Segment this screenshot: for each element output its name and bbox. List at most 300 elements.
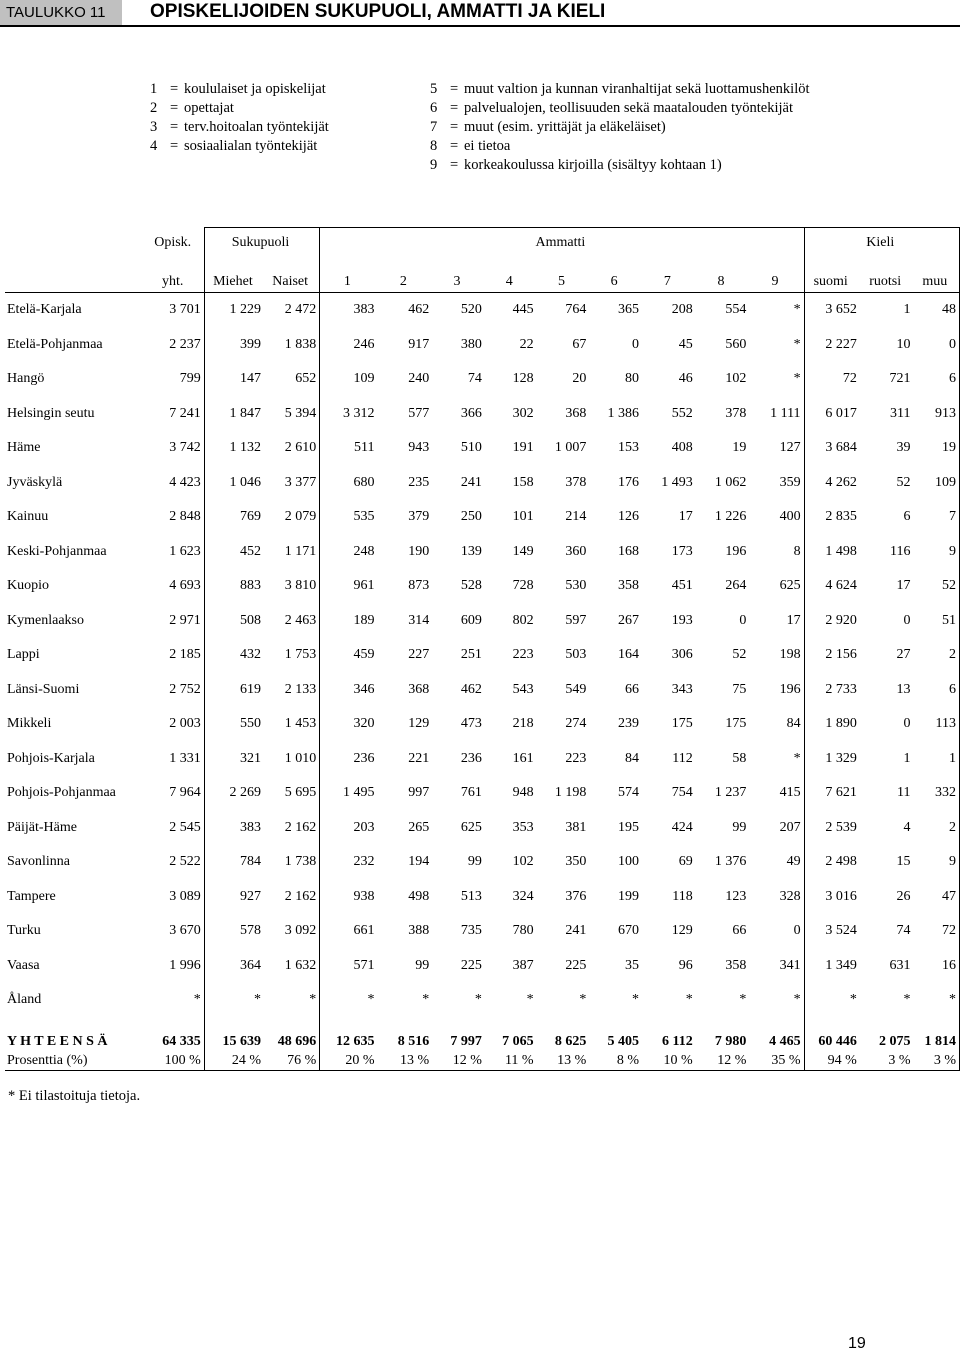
legend-equals: = [170, 119, 179, 135]
table-cell: * [579, 992, 587, 1008]
legend-text: sosiaalialan työntekijät [184, 138, 318, 154]
legend-number: 4 [150, 138, 158, 154]
table-cell: 52 [896, 474, 911, 490]
table-cell: 445 [512, 302, 534, 318]
column-header: 5 [537, 258, 590, 293]
table-cell: 76 % [264, 1052, 320, 1071]
table-cell: 913 [914, 397, 960, 432]
table-cell: * [309, 992, 317, 1008]
table-cell: 164 [618, 647, 640, 663]
table-cell: 0 [793, 923, 801, 939]
table-row [5, 328, 960, 363]
table-cell: 625 [779, 578, 801, 594]
legend-item [430, 137, 810, 156]
legend-item [150, 80, 329, 99]
table-cell: 1 198 [554, 785, 587, 801]
column-header: 3 [432, 258, 485, 293]
table-cell: 225 [565, 957, 587, 973]
legend-number: 7 [430, 119, 438, 135]
table-cell: 239 [618, 716, 640, 732]
table-cell: 248 [320, 535, 378, 570]
table-cell: 5 405 [607, 1033, 640, 1049]
table-cell: 324 [512, 888, 534, 904]
legend-equals: = [170, 81, 179, 97]
table-cell: 498 [408, 888, 430, 904]
table-cell: 176 [618, 474, 640, 490]
table-cell: 17 [678, 509, 693, 525]
table-cell: 67 [572, 336, 587, 352]
table-cell: 2 752 [169, 681, 201, 697]
table-cell: 26 [896, 888, 911, 904]
table-cell: 8 625 [554, 1033, 587, 1049]
column-header: 9 [749, 258, 804, 293]
table-cell: 321 [204, 742, 264, 777]
table-cell: 39 [896, 440, 911, 456]
table-cell: 332 [914, 776, 960, 811]
table-cell: 48 [914, 293, 960, 328]
table-cell: 149 [512, 543, 534, 559]
table-cell: 625 [460, 819, 482, 835]
row-label: Åland [7, 992, 42, 1008]
table-cell: 11 % [485, 1052, 537, 1071]
table-cell: 10 % [642, 1052, 696, 1071]
table-row [5, 880, 960, 915]
table-cell: 652 [295, 371, 317, 387]
table-cell: 60 446 [804, 1018, 860, 1052]
table-cell: * [793, 336, 801, 352]
row-label: Hangö [7, 371, 45, 387]
legend-equals: = [450, 81, 459, 97]
table-cell: 20 [572, 371, 587, 387]
legend-right [430, 80, 810, 175]
table-cell: 126 [618, 509, 640, 525]
table-cell: 728 [512, 578, 534, 594]
table-cell: 6 [914, 673, 960, 708]
table-cell: 127 [779, 440, 801, 456]
column-header: 6 [589, 258, 642, 293]
table-cell: 399 [204, 328, 264, 363]
table-cell: 1 111 [770, 405, 801, 421]
table-cell: 387 [512, 957, 534, 973]
table-cell: 1 493 [661, 474, 693, 490]
table-cell: 631 [889, 957, 911, 973]
table-cell: 520 [460, 302, 482, 318]
table-cell: 1 495 [320, 776, 378, 811]
table-cell: 1 226 [714, 509, 747, 525]
table-cell: 3 742 [169, 440, 201, 456]
table-cell: 11 [897, 785, 911, 801]
table-cell: 383 [204, 811, 264, 846]
table-cell: 2 079 [284, 509, 317, 525]
table-cell: 380 [460, 336, 482, 352]
table-cell: 274 [565, 716, 587, 732]
table-cell: 8 516 [397, 1033, 430, 1049]
table-cell: 84 [786, 716, 801, 732]
table-cell: 510 [460, 440, 482, 456]
table-cell: 102 [512, 854, 534, 870]
table-cell: 173 [671, 543, 693, 559]
table-cell: 1 386 [607, 405, 640, 421]
table-cell: 302 [512, 405, 534, 421]
table-cell: 388 [408, 923, 430, 939]
table-cell: 1 838 [284, 336, 317, 352]
column-header: 7 [642, 258, 696, 293]
table-cell: 118 [672, 888, 693, 904]
table-cell: 462 [460, 681, 482, 697]
table-cell: 378 [565, 474, 587, 490]
table-cell: 1 632 [284, 957, 317, 973]
table-cell: 597 [565, 612, 587, 628]
table-cell: 1 [903, 750, 911, 766]
table-cell: 84 [625, 750, 640, 766]
table-cell: 116 [890, 543, 911, 559]
table-cell: 761 [460, 785, 482, 801]
column-header: muu [914, 258, 960, 293]
legend-equals: = [170, 100, 179, 116]
legend-number: 6 [430, 100, 438, 116]
table-cell: 359 [779, 474, 801, 490]
table-cell: 360 [565, 543, 587, 559]
table-cell: * [804, 983, 860, 1018]
table-cell: 1 753 [284, 647, 317, 663]
table-row [5, 362, 960, 397]
group-header-opisk: Opisk. [154, 234, 192, 250]
table-cell: 927 [204, 880, 264, 915]
table-cell: 236 [320, 742, 378, 777]
table-cell: 129 [408, 716, 430, 732]
legend-text: muut (esim. yrittäjät ja eläkeläiset) [464, 119, 666, 135]
table-cell: * [914, 983, 960, 1018]
table-cell: 2 848 [169, 509, 201, 525]
table-cell: 158 [512, 474, 534, 490]
table-cell: 227 [408, 647, 430, 663]
table-cell: 24 % [204, 1052, 264, 1071]
table-cell: 218 [512, 716, 534, 732]
table-cell: 100 % [145, 1052, 205, 1071]
legend-equals: = [450, 119, 459, 135]
row-label: Turku [7, 923, 41, 939]
table-cell: 368 [565, 405, 587, 421]
table-cell: 7 980 [714, 1033, 747, 1049]
table-cell: 3 377 [284, 474, 317, 490]
table-cell: 1 010 [284, 750, 317, 766]
table-cell: 8 % [589, 1052, 642, 1071]
data-table [5, 227, 960, 1071]
table-cell: 51 [914, 604, 960, 639]
header-divider [0, 25, 960, 27]
table-cell: 101 [512, 509, 534, 525]
table-row [5, 811, 960, 846]
table-cell: * [204, 983, 264, 1018]
table-row [5, 500, 960, 535]
table-cell: 1 329 [804, 742, 860, 777]
table-cell: 769 [204, 500, 264, 535]
table-cell: 246 [320, 328, 378, 363]
table-cell: 195 [618, 819, 640, 835]
table-cell: 550 [204, 707, 264, 742]
table-cell: 175 [671, 716, 693, 732]
table-cell: 193 [671, 612, 693, 628]
table-cell: 7 621 [804, 776, 860, 811]
row-label: Kymenlaakso [7, 612, 84, 628]
table-cell: 12 635 [320, 1018, 378, 1052]
table-cell: 221 [408, 750, 430, 766]
row-label: Y H T E E N S Ä [7, 1033, 108, 1049]
table-cell: 3 % [914, 1052, 960, 1071]
table-cell: 8 [793, 543, 801, 559]
table-cell: 102 [725, 371, 747, 387]
legend-left [150, 80, 329, 156]
table-cell: 577 [408, 405, 430, 421]
table-cell: 2 610 [284, 440, 317, 456]
table-row [5, 535, 960, 570]
table-cell: 198 [779, 647, 801, 663]
table-cell: 3 670 [169, 923, 201, 939]
table-cell: 554 [725, 302, 747, 318]
table-row [5, 949, 960, 984]
table-cell: 207 [779, 819, 801, 835]
table-cell: 3 092 [284, 923, 317, 939]
legend-text: palvelualojen, teollisuuden sekä maatalouden työntekijät [464, 100, 793, 116]
table-cell: 574 [618, 785, 640, 801]
row-label: Helsingin seutu [7, 405, 95, 421]
table-row [5, 914, 960, 949]
row-label: Pohjois-Karjala [7, 750, 95, 766]
table-cell: 251 [460, 647, 482, 663]
table-cell: 236 [460, 750, 482, 766]
table-cell: 948 [512, 785, 534, 801]
legend-text: korkeakoulussa kirjoilla (sisältyy kohtaan 1) [464, 157, 722, 173]
table-cell: 1 623 [169, 543, 201, 559]
table-cell: 343 [671, 681, 693, 697]
table-cell: 19 [732, 440, 747, 456]
table-cell: 139 [460, 543, 482, 559]
table-cell: 721 [889, 371, 911, 387]
legend-text: muut valtion ja kunnan viranhaltijat sekä luottamushenkilöt [464, 81, 810, 97]
table-cell: 3 684 [804, 431, 860, 466]
table-cell: 0 [632, 336, 640, 352]
table-cell: 66 [732, 923, 747, 939]
table-cell: 5 695 [284, 785, 317, 801]
column-header: Miehet [204, 258, 264, 293]
table-cell: 2 003 [169, 716, 201, 732]
table-cell: 400 [779, 509, 801, 525]
table-cell: 112 [672, 750, 693, 766]
table-cell: 128 [512, 371, 534, 387]
table-cell: 784 [204, 845, 264, 880]
legend-text: ei tietoa [464, 138, 511, 154]
group-header-sukupuoli: Sukupuoli [204, 228, 320, 259]
group-header-ammatti: Ammatti [320, 228, 804, 259]
row-label: Länsi-Suomi [7, 681, 80, 697]
table-cell: 1 814 [914, 1018, 960, 1052]
table-cell: 552 [671, 405, 693, 421]
table-cell: 9 [914, 845, 960, 880]
table-cell: 3 016 [804, 880, 860, 915]
row-label: Jyväskylä [7, 474, 63, 490]
table-cell: 196 [725, 543, 747, 559]
table-cell: 232 [320, 845, 378, 880]
table-cell: 1 376 [714, 854, 747, 870]
table-cell: 235 [408, 474, 430, 490]
table-cell: 346 [320, 673, 378, 708]
table-row [5, 293, 960, 328]
table-cell: 4 693 [169, 578, 201, 594]
table-cell: 109 [914, 466, 960, 501]
table-cell: 2 522 [169, 854, 201, 870]
table-cell: 528 [460, 578, 482, 594]
table-row [5, 983, 960, 1018]
table-cell: 45 [678, 336, 693, 352]
table-cell: * [793, 302, 801, 318]
table-cell: 17 [786, 612, 801, 628]
table-cell: 560 [725, 336, 747, 352]
row-label: Etelä-Pohjanmaa [7, 336, 103, 352]
group-header-kieli: Kieli [804, 228, 959, 259]
table-cell: 9 [914, 535, 960, 570]
table-cell: 3 312 [320, 397, 378, 432]
table-cell: 99 [732, 819, 747, 835]
table-cell: 4 423 [169, 474, 201, 490]
table-row [5, 431, 960, 466]
table-cell: 17 [896, 578, 911, 594]
table-cell: 49 [786, 854, 801, 870]
row-label: Lappi [7, 647, 40, 663]
table-cell: 619 [204, 673, 264, 708]
table-cell: 1 847 [204, 397, 264, 432]
table-cell: 214 [565, 509, 587, 525]
column-header: Naiset [264, 258, 320, 293]
table-number-label: TAULUKKO 11 [0, 0, 122, 25]
page-header [0, 0, 960, 25]
table-cell: 7 997 [450, 1033, 482, 1049]
legend-number: 1 [150, 81, 158, 97]
table-cell: 161 [512, 750, 534, 766]
table-cell: 350 [565, 854, 587, 870]
table-cell: 3 % [860, 1052, 914, 1071]
table-cell: 670 [618, 923, 640, 939]
table-cell: 250 [460, 509, 482, 525]
table-cell: 1 453 [284, 716, 317, 732]
row-label: Keski-Pohjanmaa [7, 543, 107, 559]
table-cell: 320 [320, 707, 378, 742]
table-cell: 191 [512, 440, 534, 456]
header-row-groups [5, 228, 960, 259]
table-cell: 451 [671, 578, 693, 594]
table-cell: 578 [204, 914, 264, 949]
table-cell: 175 [725, 716, 747, 732]
legend-number: 8 [430, 138, 438, 154]
table-cell: 1 046 [204, 466, 264, 501]
table-cell: 424 [671, 819, 693, 835]
table-cell: 100 [618, 854, 640, 870]
table-cell: 6 [914, 362, 960, 397]
table-cell: 799 [179, 371, 201, 387]
table-cell: 123 [725, 888, 747, 904]
table-row [5, 466, 960, 501]
table-row [5, 845, 960, 880]
table-cell: * [422, 992, 430, 1008]
table-cell: 74 [467, 371, 482, 387]
table-cell: 571 [320, 949, 378, 984]
table-cell: 511 [320, 431, 378, 466]
table-cell: 13 % [537, 1052, 590, 1071]
table-cell: 129 [671, 923, 693, 939]
table-cell: 3 701 [169, 302, 201, 318]
table-cell: 2 971 [169, 612, 201, 628]
table-cell: 802 [512, 612, 534, 628]
footnote: * Ei tilastoituja tietoja. [8, 1088, 141, 1104]
table-cell: 20 % [320, 1052, 378, 1071]
table-cell: 52 [732, 647, 747, 663]
table-cell: 358 [725, 957, 747, 973]
row-label: Savonlinna [7, 854, 70, 870]
table-row [5, 604, 960, 639]
legend-equals: = [170, 138, 179, 154]
page-title: OPISKELIJOIDEN SUKUPUOLI, AMMATTI JA KIELI [150, 1, 606, 22]
table-cell: 241 [460, 474, 482, 490]
legend-equals: = [450, 138, 459, 154]
table-cell: 74 [896, 923, 911, 939]
table-cell: 1 890 [804, 707, 860, 742]
table-cell: * [632, 992, 640, 1008]
table-cell: 1 498 [804, 535, 860, 570]
table-cell: 530 [565, 578, 587, 594]
table-cell: * [526, 992, 534, 1008]
table-cell: 462 [408, 302, 430, 318]
table-cell: 72 [914, 914, 960, 949]
table-cell: 0 [903, 612, 911, 628]
table-cell: 96 [678, 957, 693, 973]
table-cell: 3 652 [804, 293, 860, 328]
row-label: Vaasa [7, 957, 40, 973]
column-header: yht. [145, 258, 205, 293]
column-header: 4 [485, 258, 537, 293]
row-label: Pohjois-Pohjanmaa [7, 785, 116, 801]
table-cell: 190 [408, 543, 430, 559]
table-cell: 189 [320, 604, 378, 639]
table-cell: 12 % [432, 1052, 485, 1071]
table-cell: 22 [519, 336, 534, 352]
table-cell: * [193, 992, 201, 1008]
table-cell: 15 639 [204, 1018, 264, 1052]
table-cell: 917 [408, 336, 430, 352]
table-cell: 223 [512, 647, 534, 663]
total-row [5, 1018, 960, 1052]
table-cell: 6 017 [804, 397, 860, 432]
table-cell: 328 [779, 888, 801, 904]
table-cell: 1 [903, 302, 911, 318]
table-cell: 47 [914, 880, 960, 915]
table-cell: 311 [890, 405, 911, 421]
table-cell: 2 835 [804, 500, 860, 535]
row-label: Tampere [7, 888, 56, 904]
table-row [5, 569, 960, 604]
table-cell: 780 [512, 923, 534, 939]
table-cell: 1 996 [169, 957, 201, 973]
table-cell: 1 349 [804, 949, 860, 984]
table-row [5, 673, 960, 708]
legend-text: terv.hoitoalan työntekijät [184, 119, 329, 135]
table-cell: 735 [460, 923, 482, 939]
legend-item [150, 137, 329, 156]
table-cell: 376 [565, 888, 587, 904]
table-cell: 1 237 [714, 785, 747, 801]
table-cell: 35 [625, 957, 640, 973]
table-cell: * [793, 371, 801, 387]
row-label: Mikkeli [7, 716, 52, 732]
table-cell: 196 [779, 681, 801, 697]
